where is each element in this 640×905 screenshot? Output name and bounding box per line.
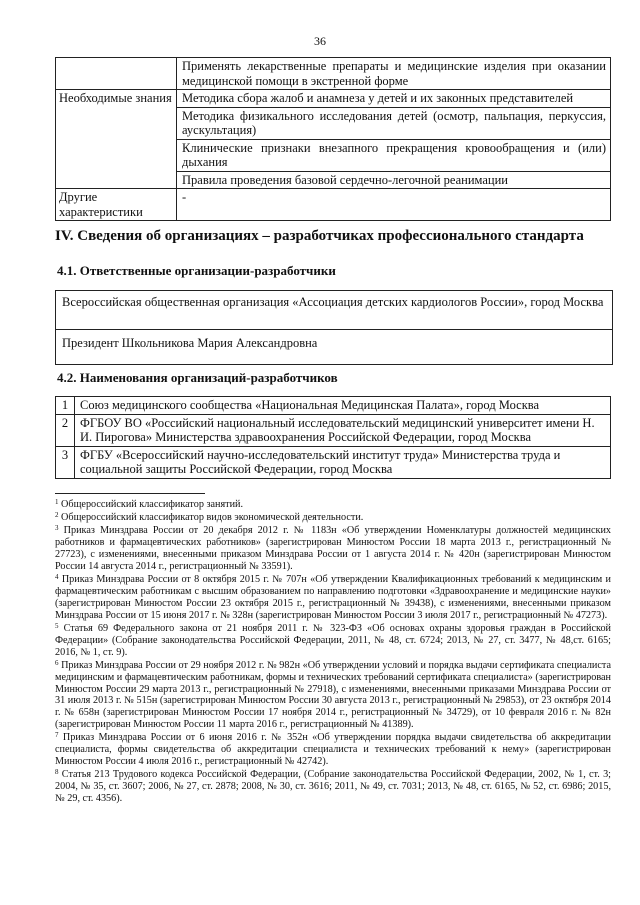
footnote	[55, 660, 611, 731]
row-number: 1	[56, 397, 75, 415]
developer-name: ФГБОУ ВО «Российский национальный исследовательский медицинский университет имени Н. И. Пирогова» Министерства здравоохранения Российской Федерации, город Москва	[75, 414, 611, 446]
footnote	[55, 512, 611, 524]
table-cell: Применять лекарственные препараты и медицинские изделия при оказании медицинской помощи в экстренной форме	[177, 58, 611, 90]
footnote-number: 1	[55, 498, 59, 506]
responsible-org-box	[55, 290, 613, 365]
footnote	[55, 769, 611, 805]
footnote	[55, 499, 611, 511]
row-label: Необходимые знания	[56, 90, 177, 189]
table-row	[56, 90, 611, 108]
footnote-number: 8	[55, 768, 59, 777]
table-row	[56, 414, 611, 446]
footnote	[55, 525, 611, 573]
competency-table	[55, 57, 611, 221]
footnote-text: Общероссийский классификатор занятий.	[61, 499, 244, 510]
table-row	[56, 446, 611, 478]
responsible-org-name: Всероссийская общественная организация «Ассоциация детских кардиологов России», город Москва	[56, 291, 612, 330]
footnote-text: Приказ Минздрава России от 29 ноября 2012 г. № 982н «Об утверждении условий и порядка выдачи сертификата специалиста медицинским и фармацевтическим работникам, формы и технических требований сертификата специалиста» (зарегистрирован Минюстом России 29 марта 2013 г., регистрационный № 27918), с изменениями, внесенными приказами Минздрава России от 31 июля 2013 г. № 515н (зарегистрирован Минюстом России 30 августа 2013 г., регистрационный № 29853), от 23 октября 2014 г. № 658н (зарегистрирован Минюстом России 17 ноября 2014 г., регистрационный № 34729), от 10 февраля 2016 г. № 82н (зарегистрирован Минюстом России 11 марта 2016 г., регистрационный № 41389).	[55, 659, 612, 731]
footnote-text: Приказ Минздрава России от 8 октября 2015 г. № 707н «Об утверждении Квалификационных требований к медицинским и фармацевтическим работникам с высшим образованием по направлению подготовки «Здравоохранение и медицинские науки» (зарегистрирован Минюстом России 23 октября 2015 г., регистрационный № 39438), с изменениями, внесенными приказом Минздрава России от 15 июня 2017 г. № 328н (зарегистрирован Минюстом России 3 июля 2017 г., регистрационный № 47273).	[55, 574, 612, 621]
footnote-text: Приказ Минздрава России от 20 декабря 2012 г. № 1183н «Об утверждении Номенклатуры должностей медицинских работников и фармацевтических работников» (зарегистрирован Минюстом России 18 марта 2013 г., регистрационный № 27723), с изменениями, внесенными приказом Минздрава России от 1 августа 2014 г. № 420н (зарегистрирован Минюстом России 14 августа 2014 г., регистрационный № 33591).	[55, 525, 612, 572]
footnote-divider	[55, 493, 205, 494]
footnote-number: 3	[55, 524, 59, 533]
footnote	[55, 623, 611, 659]
footnote	[55, 732, 611, 768]
footnote-text: Общероссийский классификатор видов экономической деятельности.	[61, 512, 364, 524]
footnote-number: 7	[55, 731, 59, 740]
table-cell: -	[177, 189, 611, 221]
row-number: 3	[56, 446, 75, 478]
table-cell: Методика сбора жалоб и анамнеза у детей и их законных представителей	[177, 90, 611, 108]
subsection-title: 4.1. Ответственные организации-разработчики	[57, 263, 336, 278]
footnote-number: 4	[55, 573, 59, 581]
row-label	[56, 58, 177, 90]
footnote	[55, 574, 611, 622]
page-number: 36	[314, 34, 326, 48]
subsection-title: 4.2. Наименования организаций-разработчиков	[57, 370, 338, 385]
footnote-number: 6	[55, 658, 59, 667]
table-cell: Клинические признаки внезапного прекращения кровообращения и (или) дыхания	[177, 139, 611, 171]
table-row	[56, 189, 611, 221]
footnote-number: 5	[55, 621, 59, 630]
developers-table	[55, 396, 611, 479]
developer-name: Союз медицинского сообщества «Национальная Медицинская Палата», город Москва	[75, 397, 611, 415]
section-title: IV. Сведения об организациях – разработчиках профессионального стандарта	[55, 228, 584, 244]
footnote-number: 2	[55, 511, 59, 520]
footnotes	[55, 499, 611, 806]
table-cell: Методика физикального исследования детей (осмотр, пальпация, перкуссия, аускультация)	[177, 107, 611, 139]
footnote-text: Статья 69 Федерального закона от 21 ноября 2011 г. № 323-ФЗ «Об основах охраны здоровья граждан в Российской Федерации» (Собрание законодательства Российской Федерации, 2011, № 48, ст. 6724; 2013, № 27, ст. 3477, № 48,ст. 6165; 2016, № 1, ст. 9).	[55, 622, 611, 658]
footnote-text: Статья 213 Трудового кодекса Российской Федерации, (Собрание законодательства Российской Федерации, 2002, № 1, ст. 3; 2004, № 35, ст. 3607; 2006, № 27, ст. 2878; 2008, № 30, ст. 3616; 2011, № 49, ст. 7031; 2013, № 48, ст. 6165, № 52, ст. 6986; 2015, № 29, ст. 4356).	[55, 769, 611, 805]
row-number: 2	[56, 414, 75, 446]
table-row	[56, 397, 611, 415]
table-cell: Правила проведения базовой сердечно-легочной реанимации	[177, 171, 611, 189]
footnote-text: Приказ Минздрава России от 6 июня 2016 г. № 352н «Об утверждении порядка выдачи свидетельства об аккредитации специалиста, формы свидетельства об аккредитации специалиста и технических требований к нему» (зарегистрирован Минюстом России 4 июля 2016 г., регистрационный № 42742).	[55, 732, 611, 768]
developer-name: ФГБУ «Всероссийский научно-исследовательский институт труда» Министерства труда и социальной защиты Российской Федерации, город Москва	[75, 446, 611, 478]
row-label: Другие характеристики	[56, 189, 177, 221]
table-row	[56, 58, 611, 90]
responsible-person: Президент Школьникова Мария Александровна	[62, 336, 318, 350]
